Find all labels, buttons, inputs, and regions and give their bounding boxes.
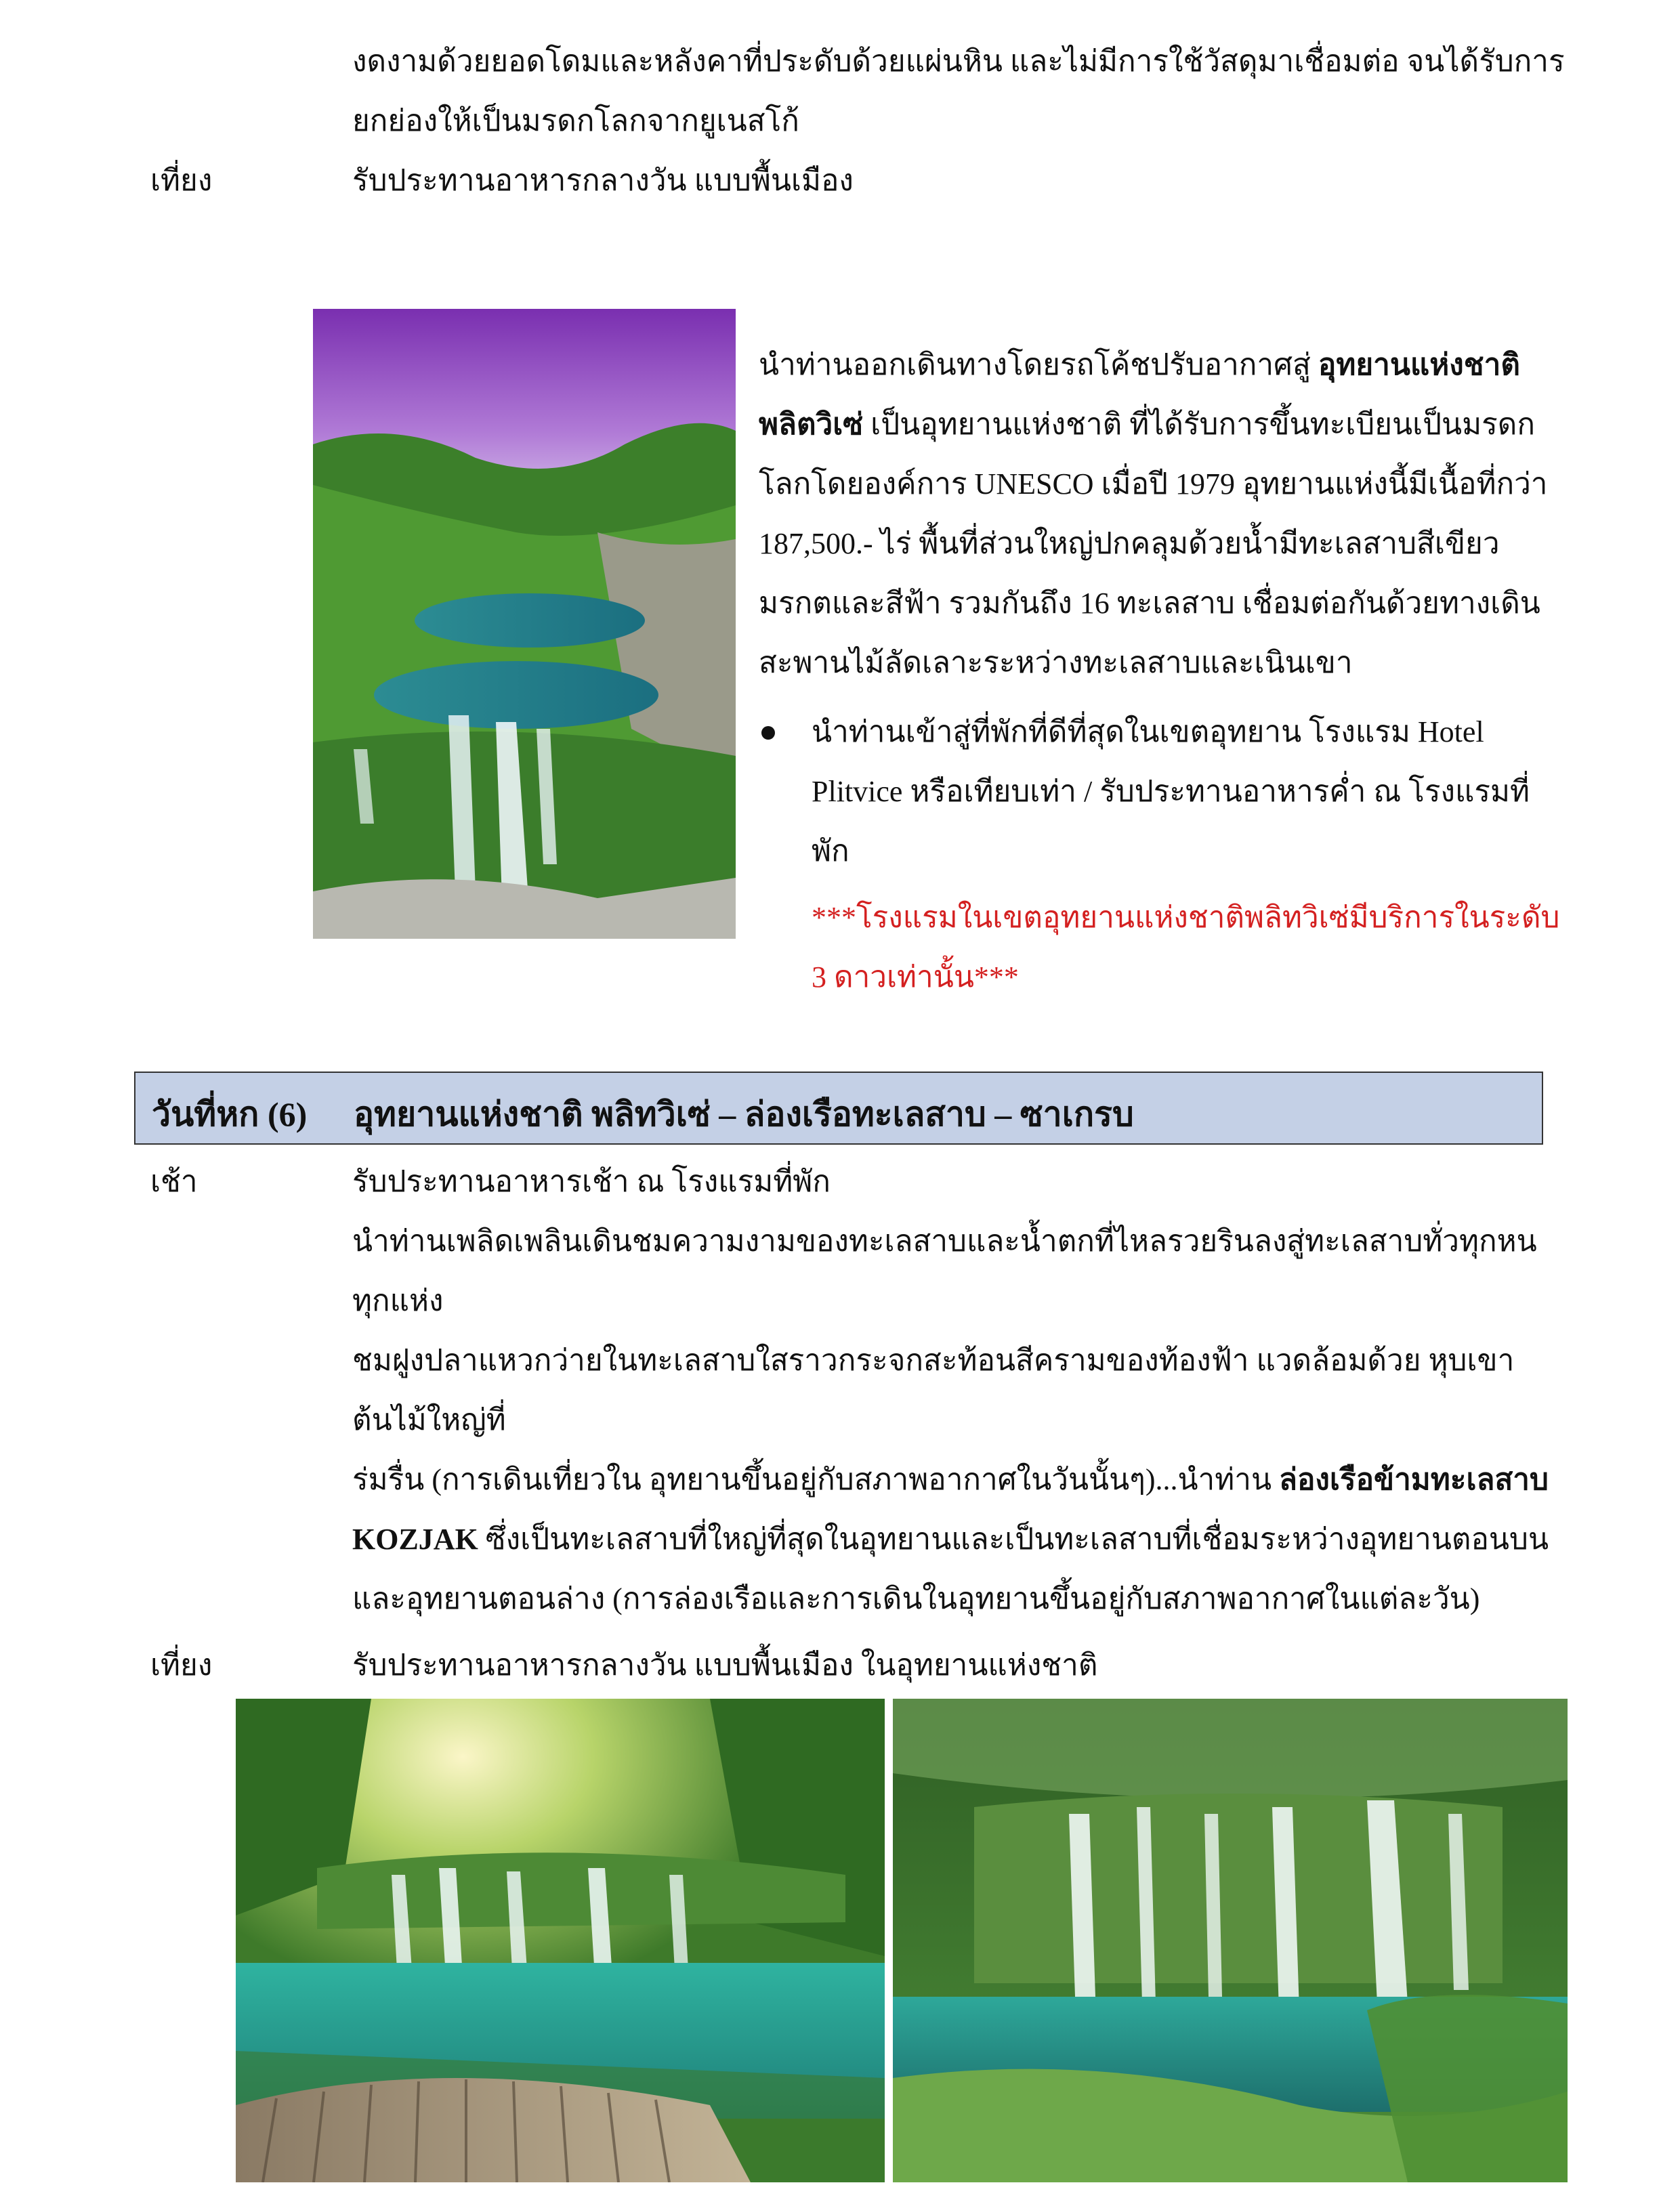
bullet-icon (761, 726, 775, 740)
day6-line-2: ทุกแห่ง (352, 1284, 444, 1317)
day-6-header (134, 1072, 1543, 1145)
day-6-label: วันที่หก (6) (152, 1095, 308, 1133)
hotel-line-3: พัก (812, 834, 849, 868)
day6-line-1: นำท่านเพลิดเพลินเดินชมความงามของทะเลสาบและน้ำตกที่ไหลรวยรินลงสู่ทะเลสาบทั่วทุกหน (352, 1225, 1537, 1258)
day6-lunch-label: เที่ยง (150, 1649, 213, 1682)
breakfast-text: รับประทานอาหารเช้า ณ โรงแรมที่พัก (352, 1165, 831, 1198)
hotel-line-2: Plitvice หรือเทียบเท่า / รับประทานอาหารค่ำ ณ โรงแรมที่ (812, 775, 1530, 808)
hotel-note-2: 3 ดาวเท่านั้น*** (812, 960, 1019, 994)
boardwalk-waterfall-photo (236, 1699, 885, 2182)
day6-line-4: ต้นไม้ใหญ่ที่ (352, 1403, 506, 1437)
day6-line-5: ร่มรื่น (การเดินเที่ยวใน อุทยานขึ้นอยู่กับสภาพอากาศในวันนั้นๆ)...นำท่าน ล่องเรือข้ามทะเลสาบ (352, 1463, 1549, 1496)
hotel-note-1: ***โรงแรมในเขตอุทยานแห่งชาติพลิทวิเซ่มีบริการในระดับ (812, 901, 1560, 934)
waterfalls-lake-photo (893, 1699, 1568, 2182)
plitvice-p6: สะพานไม้ลัดเลาะระหว่างทะเลสาบและเนินเขา (759, 646, 1353, 679)
plitvice-p5: มรกตและสีฟ้า รวมกันถึง 16 ทะเลสาบ เชื่อมต่อกันด้วยทางเดิน (759, 587, 1540, 620)
day-6-title: อุทยานแห่งชาติ พลิทวิเซ่ – ล่องเรือทะเลสาบ – ซาเกรบ (354, 1095, 1134, 1133)
plitvice-p4: 187,500.- ไร่ พื้นที่ส่วนใหญ่ปกคลุมด้วยน้ำมีทะเลสาบสีเขียว (759, 527, 1500, 560)
day6-line-3: ชมฝูงปลาแหวกว่ายในทะเลสาบใสราวกระจกสะท้อนสีครามของท้องฟ้า แวดล้อมด้วย หุบเขา (352, 1344, 1515, 1377)
day6-line-6: KOZJAK ซึ่งเป็นทะเลสาบที่ใหญ่ที่สุดในอุทยานและเป็นทะเลสาบที่เชื่อมระหว่างอุทยานตอนบน (352, 1523, 1549, 1556)
lunch-label: เที่ยง (150, 164, 213, 197)
plitvice-p1: นำท่านออกเดินทางโดยรถโค้ชปรับอากาศสู่ อุทยานแห่งชาติ (759, 348, 1520, 381)
intro-line-1: งดงามด้วยยอดโดมและหลังคาที่ประดับด้วยแผ่นหิน และไม่มีการใช้วัสดุมาเชื่อมต่อ จนได้รับการ (352, 45, 1565, 78)
intro-line-2: ยกย่องให้เป็นมรดกโลกจากยูเนสโก้ (352, 104, 799, 137)
hotel-line-1: นำท่านเข้าสู่ที่พักที่ดีที่สุดในเขตอุทยาน โรงแรม Hotel (812, 715, 1484, 748)
breakfast-label: เช้า (150, 1165, 198, 1198)
plitvice-p2: พลิตวิเซ่ เป็นอุทยานแห่งชาติ ที่ได้รับการขึ้นทะเบียนเป็นมรดก (759, 408, 1535, 441)
day6-lunch-text: รับประทานอาหารกลางวัน แบบพื้นเมือง ในอุทยานแห่งชาติ (352, 1649, 1098, 1682)
day6-line-7: และอุทยานตอนล่าง (การล่องเรือและการเดินในอุทยานขึ้นอยู่กับสภาพอากาศในแต่ละวัน) (352, 1582, 1480, 1615)
lunch-text: รับประทานอาหารกลางวัน แบบพื้นเมือง (352, 164, 854, 197)
plitvice-p3: โลกโดยองค์การ UNESCO เมื่อปี 1979 อุทยานแห่งนี้มีเนื้อที่กว่า (759, 467, 1548, 501)
plitvice-lakes-photo (313, 309, 736, 939)
